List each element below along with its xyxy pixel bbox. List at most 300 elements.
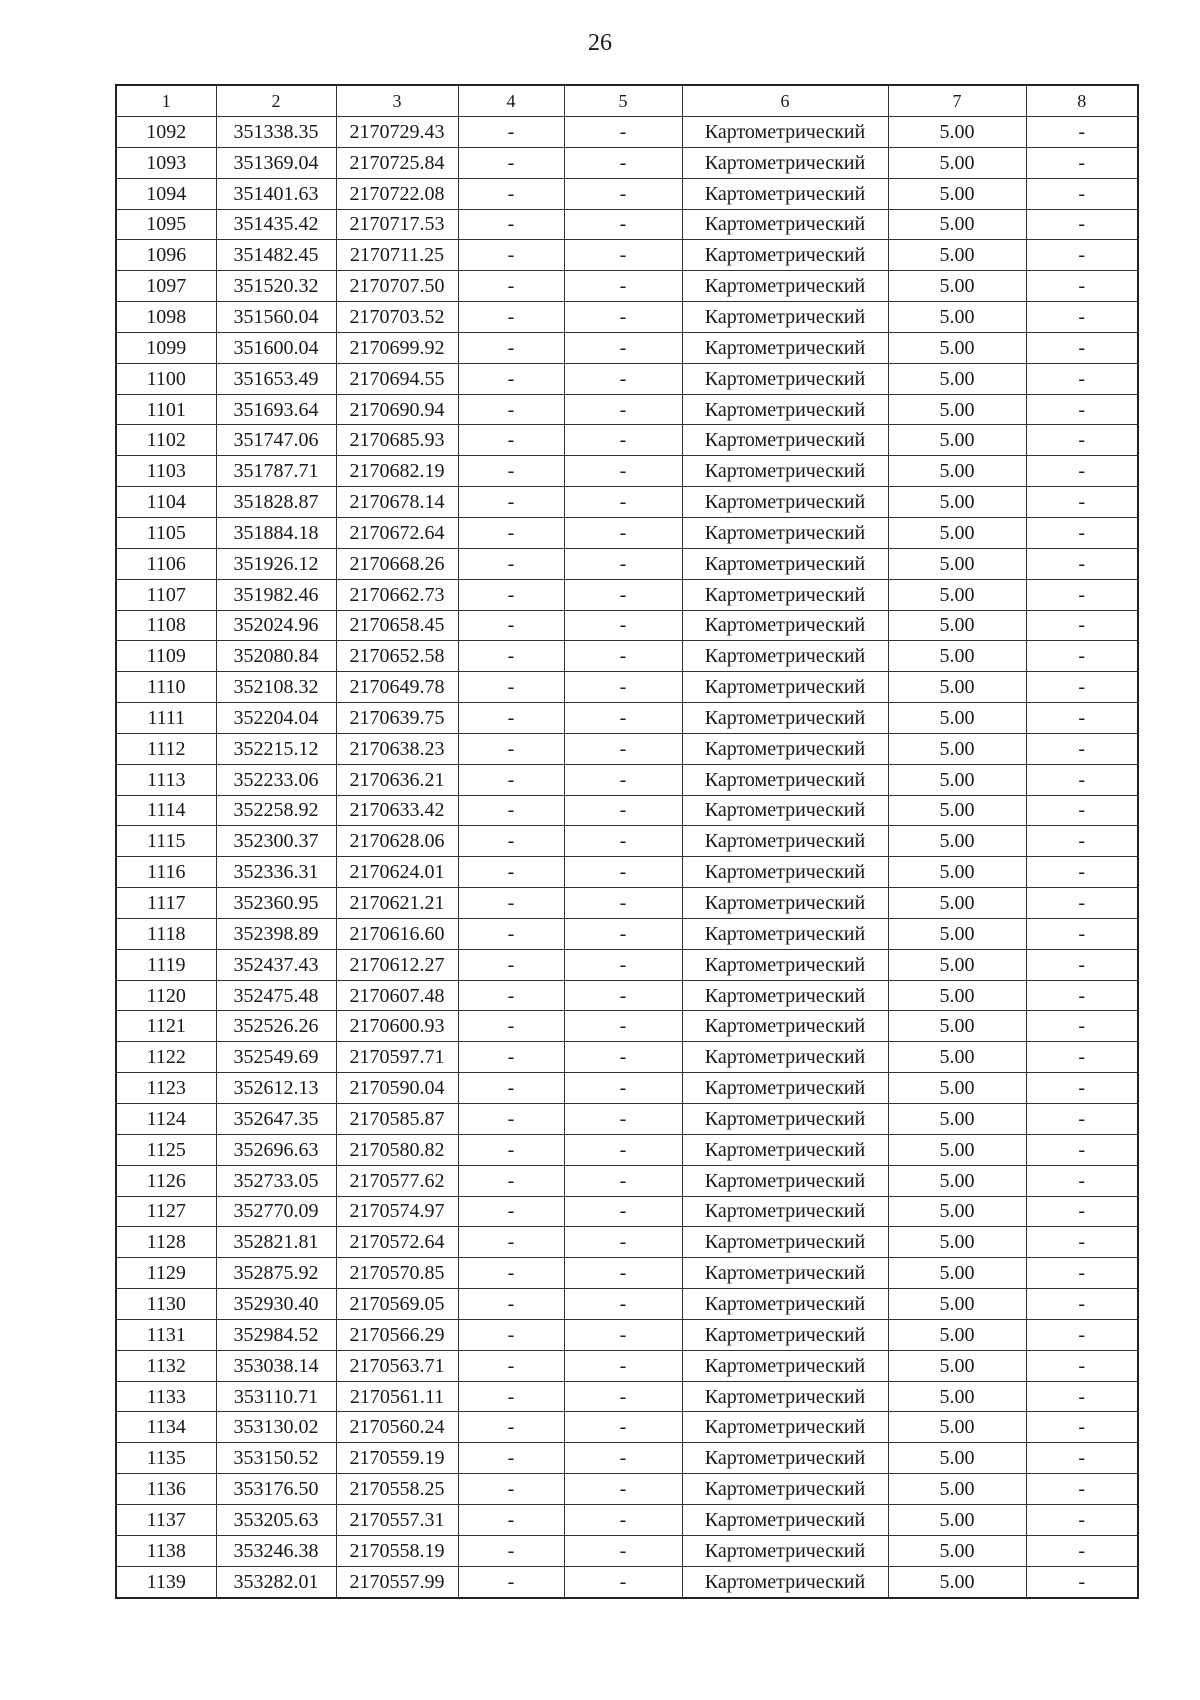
cell-col-5: - — [564, 1350, 682, 1381]
cell-method: Картометрический — [682, 394, 888, 425]
cell-accuracy: 5.00 — [888, 672, 1026, 703]
cell-method: Картометрический — [682, 147, 888, 178]
cell-coord-y: 2170711.25 — [336, 240, 458, 271]
cell-col-8: - — [1026, 1535, 1138, 1566]
cell-col-4: - — [458, 579, 564, 610]
table-row — [116, 733, 1138, 764]
cell-coord-y: 2170725.84 — [336, 147, 458, 178]
table-row — [116, 1504, 1138, 1535]
cell-coord-y: 2170729.43 — [336, 117, 458, 148]
cell-col-4: - — [458, 1535, 564, 1566]
cell-method: Картометрический — [682, 888, 888, 919]
cell-coord-x: 351482.45 — [216, 240, 336, 271]
cell-accuracy: 5.00 — [888, 949, 1026, 980]
cell-method: Картометрический — [682, 610, 888, 641]
table-row — [116, 1042, 1138, 1073]
cell-col-4: - — [458, 425, 564, 456]
cell-accuracy: 5.00 — [888, 1474, 1026, 1505]
table-row — [116, 1350, 1138, 1381]
cell-col-5: - — [564, 332, 682, 363]
cell-coord-x: 352204.04 — [216, 703, 336, 734]
cell-method: Картометрический — [682, 517, 888, 548]
cell-col-4: - — [458, 487, 564, 518]
cell-col-4: - — [458, 240, 564, 271]
cell-coord-y: 2170652.58 — [336, 641, 458, 672]
table-row — [116, 1381, 1138, 1412]
table-row — [116, 949, 1138, 980]
cell-col-4: - — [458, 795, 564, 826]
cell-col-4: - — [458, 178, 564, 209]
cell-accuracy: 5.00 — [888, 240, 1026, 271]
table-row — [116, 764, 1138, 795]
cell-accuracy: 5.00 — [888, 517, 1026, 548]
cell-col-8: - — [1026, 1196, 1138, 1227]
cell-col-8: - — [1026, 363, 1138, 394]
cell-accuracy: 5.00 — [888, 271, 1026, 302]
cell-method: Картометрический — [682, 363, 888, 394]
cell-col-8: - — [1026, 1350, 1138, 1381]
cell-accuracy: 5.00 — [888, 1350, 1026, 1381]
table-row — [116, 1073, 1138, 1104]
table-row — [116, 826, 1138, 857]
cell-method: Картометрический — [682, 795, 888, 826]
cell-point-number: 1107 — [116, 579, 216, 610]
cell-coord-x: 352821.81 — [216, 1227, 336, 1258]
table-row — [116, 178, 1138, 209]
cell-coord-x: 352215.12 — [216, 733, 336, 764]
cell-col-4: - — [458, 857, 564, 888]
cell-method: Картометрический — [682, 1381, 888, 1412]
cell-col-4: - — [458, 1289, 564, 1320]
cell-col-8: - — [1026, 764, 1138, 795]
cell-col-4: - — [458, 641, 564, 672]
cell-col-8: - — [1026, 1104, 1138, 1135]
table-row — [116, 332, 1138, 363]
cell-coord-y: 2170633.42 — [336, 795, 458, 826]
cell-col-5: - — [564, 918, 682, 949]
cell-method: Картометрический — [682, 1011, 888, 1042]
cell-coord-y: 2170649.78 — [336, 672, 458, 703]
cell-col-4: - — [458, 733, 564, 764]
cell-col-4: - — [458, 1165, 564, 1196]
cell-col-5: - — [564, 487, 682, 518]
cell-coord-x: 353130.02 — [216, 1412, 336, 1443]
cell-accuracy: 5.00 — [888, 394, 1026, 425]
cell-col-5: - — [564, 1535, 682, 1566]
cell-col-8: - — [1026, 1566, 1138, 1597]
cell-col-4: - — [458, 147, 564, 178]
table-row — [116, 394, 1138, 425]
table-row — [116, 209, 1138, 240]
cell-coord-x: 353282.01 — [216, 1566, 336, 1597]
cell-point-number: 1109 — [116, 641, 216, 672]
cell-col-4: - — [458, 456, 564, 487]
cell-col-8: - — [1026, 240, 1138, 271]
cell-coord-y: 2170658.45 — [336, 610, 458, 641]
cell-accuracy: 5.00 — [888, 857, 1026, 888]
table-row — [116, 918, 1138, 949]
cell-accuracy: 5.00 — [888, 425, 1026, 456]
cell-point-number: 1124 — [116, 1104, 216, 1135]
cell-col-8: - — [1026, 610, 1138, 641]
cell-col-5: - — [564, 1134, 682, 1165]
cell-coord-y: 2170628.06 — [336, 826, 458, 857]
cell-col-5: - — [564, 394, 682, 425]
cell-col-5: - — [564, 1381, 682, 1412]
cell-method: Картометрический — [682, 456, 888, 487]
cell-col-8: - — [1026, 147, 1138, 178]
cell-coord-y: 2170600.93 — [336, 1011, 458, 1042]
cell-point-number: 1102 — [116, 425, 216, 456]
cell-coord-x: 351600.04 — [216, 332, 336, 363]
cell-col-5: - — [564, 1319, 682, 1350]
cell-point-number: 1096 — [116, 240, 216, 271]
cell-col-5: - — [564, 147, 682, 178]
cell-method: Картометрический — [682, 1134, 888, 1165]
cell-accuracy: 5.00 — [888, 733, 1026, 764]
cell-coord-y: 2170590.04 — [336, 1073, 458, 1104]
cell-point-number: 1122 — [116, 1042, 216, 1073]
cell-method: Картометрический — [682, 117, 888, 148]
cell-point-number: 1093 — [116, 147, 216, 178]
cell-col-4: - — [458, 548, 564, 579]
cell-point-number: 1139 — [116, 1566, 216, 1597]
cell-coord-y: 2170662.73 — [336, 579, 458, 610]
cell-col-8: - — [1026, 1412, 1138, 1443]
cell-method: Картометрический — [682, 1474, 888, 1505]
cell-col-5: - — [564, 240, 682, 271]
cell-col-5: - — [564, 456, 682, 487]
cell-col-5: - — [564, 1165, 682, 1196]
cell-col-5: - — [564, 1073, 682, 1104]
cell-coord-x: 351338.35 — [216, 117, 336, 148]
table-row — [116, 579, 1138, 610]
table-row — [116, 888, 1138, 919]
cell-coord-y: 2170639.75 — [336, 703, 458, 734]
cell-col-4: - — [458, 1381, 564, 1412]
cell-col-8: - — [1026, 1443, 1138, 1474]
cell-point-number: 1114 — [116, 795, 216, 826]
cell-point-number: 1128 — [116, 1227, 216, 1258]
cell-col-4: - — [458, 302, 564, 333]
cell-coord-x: 352300.37 — [216, 826, 336, 857]
cell-accuracy: 5.00 — [888, 1073, 1026, 1104]
cell-accuracy: 5.00 — [888, 332, 1026, 363]
cell-accuracy: 5.00 — [888, 178, 1026, 209]
cell-col-8: - — [1026, 857, 1138, 888]
cell-col-8: - — [1026, 1258, 1138, 1289]
cell-coord-x: 352233.06 — [216, 764, 336, 795]
table-row — [116, 1134, 1138, 1165]
cell-point-number: 1138 — [116, 1535, 216, 1566]
cell-coord-x: 351520.32 — [216, 271, 336, 302]
cell-col-8: - — [1026, 579, 1138, 610]
cell-point-number: 1135 — [116, 1443, 216, 1474]
cell-col-4: - — [458, 1319, 564, 1350]
cell-method: Картометрический — [682, 703, 888, 734]
table-row — [116, 363, 1138, 394]
cell-col-4: - — [458, 332, 564, 363]
cell-coord-x: 352080.84 — [216, 641, 336, 672]
cell-col-4: - — [458, 949, 564, 980]
cell-accuracy: 5.00 — [888, 1319, 1026, 1350]
table-row — [116, 1196, 1138, 1227]
cell-col-4: - — [458, 209, 564, 240]
cell-col-8: - — [1026, 548, 1138, 579]
cell-col-4: - — [458, 888, 564, 919]
cell-method: Картометрический — [682, 1104, 888, 1135]
cell-coord-y: 2170616.60 — [336, 918, 458, 949]
cell-coord-x: 352612.13 — [216, 1073, 336, 1104]
cell-coord-x: 351693.64 — [216, 394, 336, 425]
cell-method: Картометрический — [682, 641, 888, 672]
cell-method: Картометрический — [682, 1165, 888, 1196]
cell-method: Картометрический — [682, 425, 888, 456]
cell-col-8: - — [1026, 733, 1138, 764]
cell-col-4: - — [458, 1474, 564, 1505]
cell-col-4: - — [458, 703, 564, 734]
cell-col-4: - — [458, 1443, 564, 1474]
table-row — [116, 1289, 1138, 1320]
cell-method: Картометрический — [682, 672, 888, 703]
cell-accuracy: 5.00 — [888, 1566, 1026, 1597]
cell-col-4: - — [458, 672, 564, 703]
cell-coord-y: 2170621.21 — [336, 888, 458, 919]
cell-method: Картометрический — [682, 1227, 888, 1258]
cell-coord-x: 353150.52 — [216, 1443, 336, 1474]
cell-method: Картометрический — [682, 1258, 888, 1289]
cell-coord-x: 352398.89 — [216, 918, 336, 949]
cell-point-number: 1131 — [116, 1319, 216, 1350]
cell-accuracy: 5.00 — [888, 548, 1026, 579]
cell-col-8: - — [1026, 1504, 1138, 1535]
cell-coord-y: 2170638.23 — [336, 733, 458, 764]
cell-col-4: - — [458, 1566, 564, 1597]
cell-col-5: - — [564, 209, 682, 240]
cell-method: Картометрический — [682, 918, 888, 949]
cell-accuracy: 5.00 — [888, 703, 1026, 734]
cell-point-number: 1120 — [116, 980, 216, 1011]
cell-col-4: - — [458, 394, 564, 425]
cell-method: Картометрический — [682, 1350, 888, 1381]
cell-coord-y: 2170560.24 — [336, 1412, 458, 1443]
cell-coord-x: 353176.50 — [216, 1474, 336, 1505]
cell-coord-x: 352770.09 — [216, 1196, 336, 1227]
cell-accuracy: 5.00 — [888, 363, 1026, 394]
cell-point-number: 1117 — [116, 888, 216, 919]
cell-point-number: 1121 — [116, 1011, 216, 1042]
cell-method: Картометрический — [682, 1412, 888, 1443]
column-header-4: 4 — [458, 85, 564, 117]
cell-coord-x: 353038.14 — [216, 1350, 336, 1381]
cell-coord-y: 2170569.05 — [336, 1289, 458, 1320]
table-row — [116, 1412, 1138, 1443]
cell-coord-x: 352258.92 — [216, 795, 336, 826]
cell-method: Картометрический — [682, 1196, 888, 1227]
cell-col-4: - — [458, 1011, 564, 1042]
cell-point-number: 1118 — [116, 918, 216, 949]
cell-coord-y: 2170682.19 — [336, 456, 458, 487]
cell-col-5: - — [564, 980, 682, 1011]
cell-col-8: - — [1026, 209, 1138, 240]
cell-point-number: 1116 — [116, 857, 216, 888]
cell-accuracy: 5.00 — [888, 1535, 1026, 1566]
cell-point-number: 1115 — [116, 826, 216, 857]
cell-col-4: - — [458, 826, 564, 857]
cell-method: Картометрический — [682, 1319, 888, 1350]
cell-coord-y: 2170570.85 — [336, 1258, 458, 1289]
column-header-2: 2 — [216, 85, 336, 117]
cell-col-8: - — [1026, 641, 1138, 672]
cell-col-8: - — [1026, 271, 1138, 302]
cell-method: Картометрический — [682, 826, 888, 857]
cell-coord-y: 2170563.71 — [336, 1350, 458, 1381]
cell-col-8: - — [1026, 394, 1138, 425]
cell-coord-y: 2170707.50 — [336, 271, 458, 302]
cell-coord-x: 352526.26 — [216, 1011, 336, 1042]
cell-col-8: - — [1026, 1474, 1138, 1505]
table-row — [116, 1443, 1138, 1474]
cell-coord-x: 351653.49 — [216, 363, 336, 394]
cell-coord-y: 2170585.87 — [336, 1104, 458, 1135]
cell-point-number: 1129 — [116, 1258, 216, 1289]
cell-accuracy: 5.00 — [888, 487, 1026, 518]
cell-col-4: - — [458, 117, 564, 148]
cell-point-number: 1112 — [116, 733, 216, 764]
table-row — [116, 117, 1138, 148]
cell-method: Картометрический — [682, 209, 888, 240]
cell-coord-x: 351560.04 — [216, 302, 336, 333]
cell-accuracy: 5.00 — [888, 1258, 1026, 1289]
cell-col-5: - — [564, 1196, 682, 1227]
cell-accuracy: 5.00 — [888, 1011, 1026, 1042]
cell-coord-x: 352549.69 — [216, 1042, 336, 1073]
cell-col-8: - — [1026, 425, 1138, 456]
cell-coord-x: 351747.06 — [216, 425, 336, 456]
cell-coord-y: 2170636.21 — [336, 764, 458, 795]
cell-point-number: 1103 — [116, 456, 216, 487]
cell-coord-y: 2170612.27 — [336, 949, 458, 980]
table-row — [116, 1258, 1138, 1289]
cell-accuracy: 5.00 — [888, 1196, 1026, 1227]
cell-point-number: 1113 — [116, 764, 216, 795]
cell-method: Картометрический — [682, 733, 888, 764]
column-header-1: 1 — [116, 85, 216, 117]
cell-point-number: 1092 — [116, 117, 216, 148]
cell-col-8: - — [1026, 302, 1138, 333]
cell-coord-x: 352360.95 — [216, 888, 336, 919]
cell-method: Картометрический — [682, 548, 888, 579]
cell-col-8: - — [1026, 456, 1138, 487]
cell-col-8: - — [1026, 1227, 1138, 1258]
cell-col-8: - — [1026, 1073, 1138, 1104]
cell-col-5: - — [564, 1258, 682, 1289]
cell-coord-y: 2170690.94 — [336, 394, 458, 425]
table-row — [116, 302, 1138, 333]
cell-col-5: - — [564, 1443, 682, 1474]
cell-accuracy: 5.00 — [888, 764, 1026, 795]
cell-coord-x: 352437.43 — [216, 949, 336, 980]
cell-col-4: - — [458, 1258, 564, 1289]
cell-point-number: 1105 — [116, 517, 216, 548]
cell-col-5: - — [564, 733, 682, 764]
cell-accuracy: 5.00 — [888, 456, 1026, 487]
table-row — [116, 425, 1138, 456]
cell-col-4: - — [458, 1504, 564, 1535]
cell-method: Картометрический — [682, 1504, 888, 1535]
table-row — [116, 1165, 1138, 1196]
cell-accuracy: 5.00 — [888, 1165, 1026, 1196]
cell-coord-y: 2170607.48 — [336, 980, 458, 1011]
table-row — [116, 703, 1138, 734]
cell-method: Картометрический — [682, 1289, 888, 1320]
cell-col-5: - — [564, 548, 682, 579]
cell-accuracy: 5.00 — [888, 579, 1026, 610]
cell-col-4: - — [458, 610, 564, 641]
cell-coord-y: 2170703.52 — [336, 302, 458, 333]
cell-col-8: - — [1026, 487, 1138, 518]
cell-col-5: - — [564, 1474, 682, 1505]
cell-col-8: - — [1026, 1011, 1138, 1042]
cell-accuracy: 5.00 — [888, 641, 1026, 672]
cell-col-5: - — [564, 302, 682, 333]
cell-col-5: - — [564, 1227, 682, 1258]
cell-method: Картометрический — [682, 579, 888, 610]
cell-coord-x: 352024.96 — [216, 610, 336, 641]
cell-method: Картометрический — [682, 240, 888, 271]
cell-point-number: 1100 — [116, 363, 216, 394]
cell-accuracy: 5.00 — [888, 1289, 1026, 1320]
cell-coord-x: 353110.71 — [216, 1381, 336, 1412]
cell-col-5: - — [564, 1104, 682, 1135]
cell-point-number: 1099 — [116, 332, 216, 363]
cell-col-5: - — [564, 764, 682, 795]
cell-coord-y: 2170557.31 — [336, 1504, 458, 1535]
cell-col-8: - — [1026, 1319, 1138, 1350]
cell-coord-x: 351884.18 — [216, 517, 336, 548]
cell-coord-x: 352930.40 — [216, 1289, 336, 1320]
cell-accuracy: 5.00 — [888, 209, 1026, 240]
table-row — [116, 487, 1138, 518]
cell-col-5: - — [564, 517, 682, 548]
table-row — [116, 517, 1138, 548]
cell-coord-y: 2170699.92 — [336, 332, 458, 363]
cell-col-5: - — [564, 1566, 682, 1597]
cell-method: Картометрический — [682, 764, 888, 795]
cell-point-number: 1098 — [116, 302, 216, 333]
cell-point-number: 1106 — [116, 548, 216, 579]
cell-col-8: - — [1026, 703, 1138, 734]
cell-method: Картометрический — [682, 332, 888, 363]
cell-coord-x: 353205.63 — [216, 1504, 336, 1535]
cell-point-number: 1110 — [116, 672, 216, 703]
cell-coord-y: 2170558.19 — [336, 1535, 458, 1566]
cell-coord-y: 2170572.64 — [336, 1227, 458, 1258]
cell-col-5: - — [564, 425, 682, 456]
cell-accuracy: 5.00 — [888, 117, 1026, 148]
cell-coord-y: 2170694.55 — [336, 363, 458, 394]
cell-method: Картометрический — [682, 1566, 888, 1597]
table-row — [116, 1319, 1138, 1350]
cell-coord-x: 351401.63 — [216, 178, 336, 209]
cell-point-number: 1095 — [116, 209, 216, 240]
cell-col-4: - — [458, 918, 564, 949]
cell-col-8: - — [1026, 888, 1138, 919]
table-row — [116, 980, 1138, 1011]
cell-col-8: - — [1026, 332, 1138, 363]
table-row — [116, 548, 1138, 579]
column-header-3: 3 — [336, 85, 458, 117]
